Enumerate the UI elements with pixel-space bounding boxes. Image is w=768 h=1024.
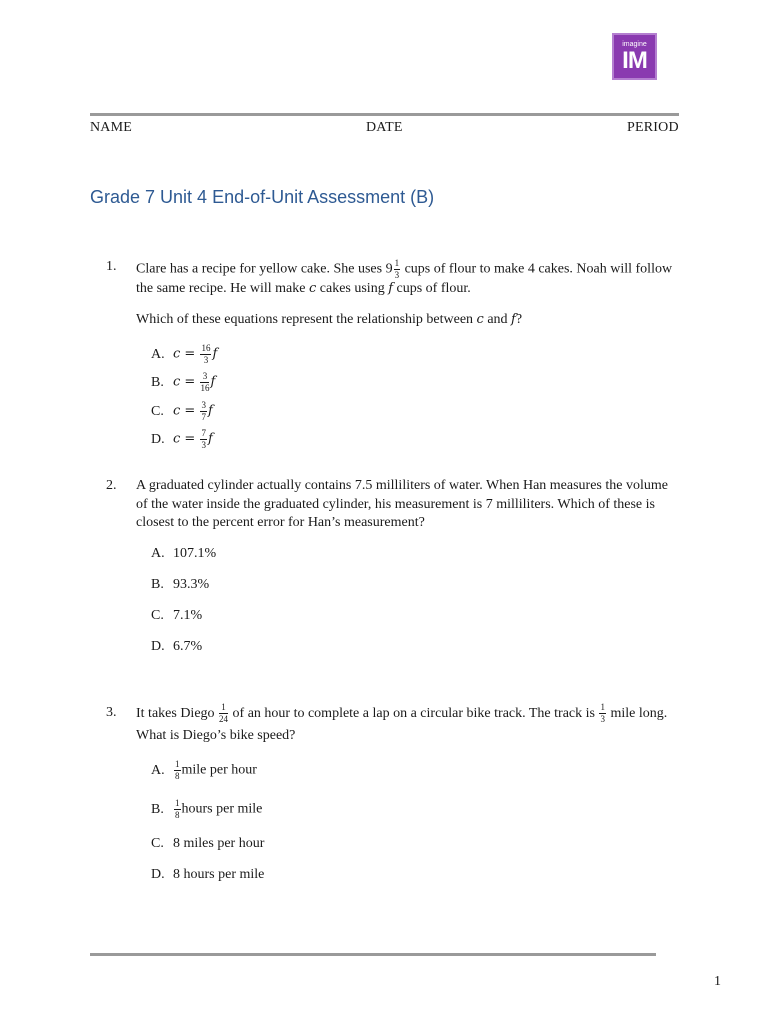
q3-number: 3.: [106, 705, 117, 720]
choice-fraction: [174, 799, 181, 820]
q1-choice-a[interactable]: [151, 344, 217, 364]
choice-letter: D.: [151, 431, 165, 447]
equation-fraction: [200, 429, 207, 450]
header-rule: [90, 113, 679, 116]
footer-rule: [90, 953, 656, 956]
q2-text: A graduated cylinder actually contains 7.5 milliliters of water. When Han measures the volume of the water inside the graduated cylinder, his measurement is 7 milliliters. Which of these is closest to the percent error for Han’s measurement?: [136, 478, 668, 530]
choice-text: 8 hours per mile: [173, 867, 265, 882]
q1-choice-b[interactable]: [151, 372, 215, 392]
q1-mixed-fraction: [394, 259, 401, 280]
name-label: NAME: [90, 120, 133, 135]
logo-big-text: IM: [622, 47, 647, 74]
q3-choice-d[interactable]: [151, 865, 264, 885]
choice-letter: B.: [151, 801, 164, 817]
equation-rhs: f: [207, 431, 213, 447]
choice-fraction: [174, 760, 181, 781]
q2-choice-b[interactable]: [151, 575, 209, 595]
page-number: 1: [714, 974, 721, 989]
equation-lhs: c =: [173, 374, 200, 390]
choice-letter: A.: [151, 762, 165, 778]
choice-letter: D.: [151, 639, 165, 654]
q2-choice-d[interactable]: [151, 637, 202, 657]
frac-numerator: 16: [201, 343, 211, 353]
q3-choice-b[interactable]: [151, 799, 262, 819]
frac-numerator: 1: [219, 703, 228, 714]
q3-fraction-one-third: [599, 703, 606, 724]
choice-text: 93.3%: [173, 577, 210, 592]
q2-choice-a[interactable]: [151, 544, 216, 564]
frac-denominator: 3: [201, 440, 206, 450]
equation-rhs: f: [212, 346, 218, 362]
page-title: Grade 7 Unit 4 End-of-Unit Assessment (B): [90, 187, 435, 207]
frac-denominator: 3: [600, 714, 605, 725]
q1-prompt-part: Which of these equations represent the relationship between: [136, 312, 477, 327]
choice-text: 7.1%: [173, 608, 203, 623]
equation-lhs: c =: [173, 346, 200, 362]
choice-letter: C.: [151, 836, 164, 851]
choice-text: 6.7%: [173, 639, 203, 654]
choice-letter: A.: [151, 546, 165, 561]
q1-prompt: [136, 312, 522, 328]
q1-text-part: cups of flour.: [393, 281, 471, 296]
q1-text: [136, 259, 676, 299]
equation-fraction: [200, 401, 207, 422]
q1-variable-c: c: [308, 281, 317, 296]
choice-letter: C.: [151, 403, 164, 419]
period-label: PERIOD: [627, 120, 679, 135]
imagine-math-logo: [612, 33, 657, 80]
q3-text-part: of an hour to complete a lap on a circular bike track. The track is: [229, 706, 599, 721]
q3-text-part: It takes Diego: [136, 706, 219, 721]
q2-choice-c[interactable]: [151, 606, 202, 626]
q1-number: 1.: [106, 259, 117, 274]
frac-numerator: 7: [201, 428, 206, 438]
q1-text-part: cups of flour to make 4 cakes. Noah will follow the same recipe. He will make: [136, 261, 673, 296]
date-label: DATE: [366, 120, 403, 135]
frac-numerator: 1: [175, 798, 180, 808]
equation-lhs: c =: [173, 403, 200, 419]
q3-choice-c[interactable]: [151, 834, 264, 854]
q1-choice-d[interactable]: [151, 429, 213, 449]
q3-text: [136, 703, 676, 747]
frac-denominator: 8: [175, 810, 180, 820]
choice-text: hours per mile: [181, 801, 263, 817]
q3-choice-a[interactable]: [151, 760, 257, 780]
frac-numerator: 3: [200, 372, 209, 383]
q3-fraction-one-24: [219, 703, 228, 724]
equation-fraction: [200, 372, 209, 393]
q1-variable-f: f: [388, 281, 394, 296]
equation-lhs: c =: [173, 431, 200, 447]
q2-number: 2.: [106, 478, 117, 493]
frac-numerator: 1: [600, 702, 605, 713]
equation-rhs: f: [207, 403, 213, 419]
choice-letter: D.: [151, 867, 165, 882]
q1-prompt-variable-f: f: [511, 312, 516, 327]
q1-prompt-part: ?: [515, 312, 523, 327]
frac-numerator: 3: [201, 400, 206, 410]
choice-letter: C.: [151, 608, 164, 623]
frac-denominator: 3: [203, 355, 209, 365]
frac-numerator: 1: [394, 258, 400, 268]
choice-letter: A.: [151, 346, 165, 362]
q1-text-part: Clare has a recipe for yellow cake. She uses 9: [136, 261, 393, 277]
choice-text: 8 miles per hour: [173, 836, 265, 851]
choice-letter: B.: [151, 374, 164, 390]
frac-numerator: 1: [175, 759, 180, 769]
frac-denominator: 7: [201, 412, 206, 422]
q1-choice-c[interactable]: [151, 401, 213, 421]
q1-prompt-part: and: [483, 312, 512, 327]
frac-denominator: 16: [200, 383, 210, 393]
equation-rhs: f: [210, 374, 216, 390]
choice-text: mile per hour: [181, 762, 257, 778]
choice-letter: B.: [151, 577, 164, 592]
q3-text-part: mile long. What is Diego’s bike speed?: [136, 706, 668, 743]
equation-fraction: [200, 344, 211, 365]
frac-denominator: 8: [175, 771, 180, 781]
logo-small-text: imagine: [622, 41, 647, 48]
choice-text: 107.1%: [173, 546, 217, 561]
q1-text-part: cakes using: [316, 281, 389, 296]
q1-prompt-variable-c: c: [476, 312, 484, 327]
frac-denominator: 24: [219, 714, 229, 725]
frac-denominator: 3: [394, 270, 400, 280]
